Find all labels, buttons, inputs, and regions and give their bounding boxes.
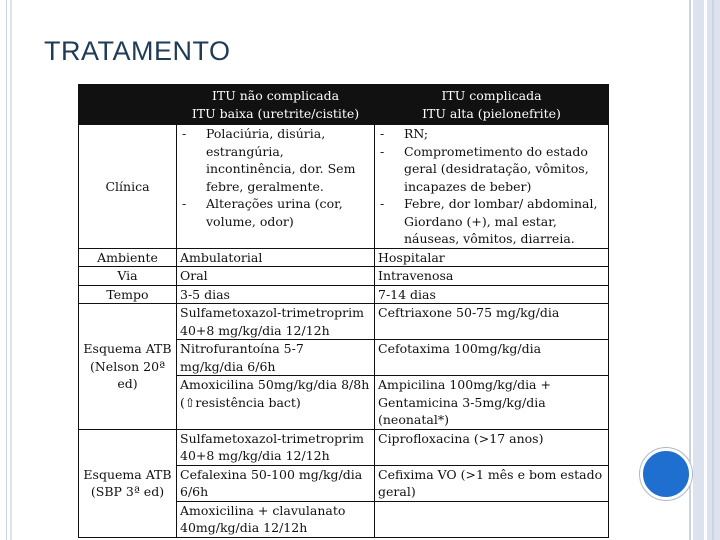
table-row-nelson (79, 304, 609, 340)
ambiente-complicated: Hospitalar (375, 248, 609, 267)
nelson-label-line2: (Nelson 20ª (89, 358, 166, 374)
row-label-sbp (79, 429, 177, 537)
table-header-row (79, 85, 609, 125)
header-uncomplicated-line2: ITU baixa (uretrite/cistite) (191, 105, 360, 121)
table-row-ambiente (79, 248, 609, 267)
table-row-tempo (79, 285, 609, 304)
right-frame-band (686, 0, 720, 540)
sbp-uncomplicated: Sulfametoxazol-trimetroprim 40+8 mg/kg/dia 12/12h (177, 429, 375, 465)
row-label-clinica: Clínica (79, 125, 177, 249)
clinica-complicated-item: - Febre, dor lombar/ abdominal, Giordano (+), mal estar, náuseas, vômitos, diarreia. (378, 195, 605, 248)
nelson-label-line1: Esquema ATB (83, 341, 172, 356)
accent-circle (640, 448, 692, 500)
clinica-complicated-item: - RN; (378, 125, 605, 143)
clinica-uncomplicated-item: - Alterações urina (cor, volume, odor) (180, 195, 371, 230)
left-frame-band (10, 0, 12, 540)
row-label-via: Via (79, 267, 177, 286)
nelson-complicated: Ceftriaxone 50-75 mg/kg/dia (375, 304, 609, 340)
row-label-nelson (79, 304, 177, 430)
right-frame-gap (704, 0, 707, 540)
nelson-complicated: Ampicilina 100mg/kg/dia + Gentamicina 3-5mg/kg/dia (neonatal*) (375, 376, 609, 430)
header-empty-cell (79, 85, 177, 125)
table-row-clinica (79, 125, 609, 249)
nelson-uncomplicated: Amoxicilina 50mg/kg/dia 8/8h (⇧resistência bact) (177, 376, 375, 430)
clinica-complicated-item: - Comprometimento do estado geral (desidratação, vômitos, incapazes de beber) (378, 143, 605, 196)
sbp-label-line2: (SBP 3ª ed) (90, 484, 165, 499)
slide-title: TRATAMENTO (44, 36, 231, 66)
header-complicated-line1: ITU complicada (441, 88, 542, 103)
header-complicated (375, 85, 609, 125)
tempo-complicated: 7-14 dias (375, 285, 609, 304)
via-uncomplicated: Oral (177, 267, 375, 286)
right-frame-line (712, 0, 714, 540)
sbp-complicated: Cefixima VO (>1 mês e bom estado geral) (375, 465, 609, 501)
table-row-sbp (79, 429, 609, 465)
left-frame-line (6, 0, 7, 540)
nelson-complicated: Cefotaxima 100mg/kg/dia (375, 340, 609, 376)
nelson-uncomplicated: Nitrofurantoína 5-7 mg/kg/dia 6/6h (177, 340, 375, 376)
tempo-uncomplicated: 3-5 dias (177, 285, 375, 304)
clinica-complicated (375, 125, 609, 249)
sbp-uncomplicated: Amoxicilina + clavulanato 40mg/kg/dia 12/12h (177, 501, 375, 537)
sbp-label-line1: Esquema ATB (83, 466, 172, 482)
sbp-uncomplicated: Cefalexina 50-100 mg/kg/dia 6/6h (177, 465, 375, 501)
table-row-via (79, 267, 609, 286)
header-uncomplicated-line1: ITU não complicada (211, 88, 340, 103)
clinica-uncomplicated-item: - Polaciúria, disúria, estrangúria, incontinência, dor. Sem febre, geralmente. (180, 125, 371, 195)
sbp-complicated (375, 501, 609, 537)
nelson-label-line3: ed) (117, 376, 138, 391)
via-complicated: Intravenosa (375, 267, 609, 286)
clinica-uncomplicated (177, 125, 375, 249)
ambiente-uncomplicated: Ambulatorial (177, 248, 375, 267)
header-uncomplicated (177, 85, 375, 125)
header-complicated-line2: ITU alta (pielonefrite) (422, 105, 561, 121)
row-label-tempo: Tempo (79, 285, 177, 304)
treatment-table (78, 84, 609, 538)
row-label-ambiente: Ambiente (79, 248, 177, 267)
nelson-uncomplicated: Sulfametoxazol-trimetroprim 40+8 mg/kg/dia 12/12h (177, 304, 375, 340)
sbp-complicated: Ciprofloxacina (>17 anos) (375, 429, 609, 465)
